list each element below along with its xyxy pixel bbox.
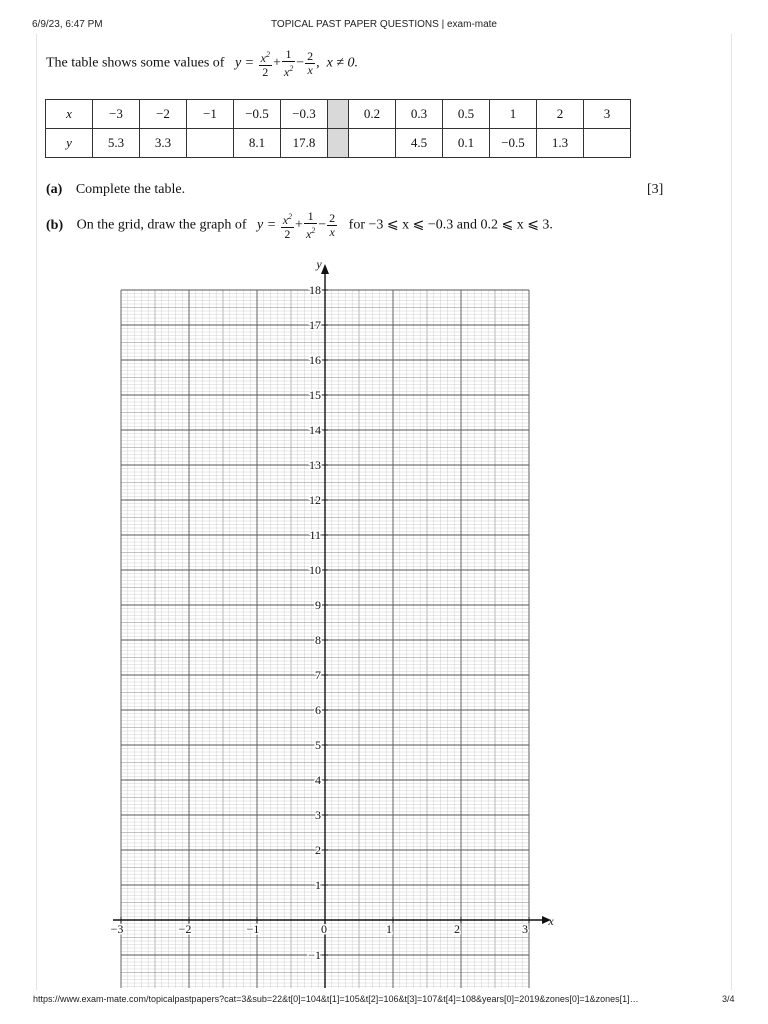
fraction-x2-over-2: $\frac{x^2}{2}$ — [260, 50, 270, 79]
print-date: 6/9/23, 6:47 PM — [32, 19, 103, 30]
table-header-x: x — [46, 100, 93, 129]
y-tick-label: 14 — [309, 423, 321, 437]
table-cell: 0.2 — [349, 100, 396, 129]
table-cell: −0.5 — [234, 100, 281, 129]
fraction-2-over-x: $\frac{2}{x}$ — [307, 49, 314, 77]
part-b-domain: for −3 ⩽ x ⩽ −0.3 and 0.2 ⩽ x ⩽ 3. — [348, 217, 553, 233]
y-tick-label: 1 — [315, 878, 321, 892]
x-tick-label: −2 — [178, 922, 192, 936]
x-tick-label: −3 — [110, 922, 124, 936]
y-tick-label: −1 — [308, 948, 321, 962]
part-b: (b) On the grid, draw the graph of y = $\frac{x^2}{2}$ + $\frac{1}{x^2}$ − $\frac{2}{x}$ for −3 ⩽ x ⩽ −0.3 and 0.2 ⩽ x ⩽ 3. — [46, 209, 553, 241]
table-cell: 0.1 — [443, 129, 490, 158]
y-tick-label: 16 — [309, 353, 321, 367]
x-tick-label: 2 — [454, 922, 460, 936]
table-cell: −3 — [93, 100, 140, 129]
fraction-x2-over-2: $\frac{x^2}{2}$ — [282, 212, 293, 241]
table-cell: 5.3 — [93, 129, 140, 158]
y-tick-label: 12 — [309, 493, 321, 507]
table-cell: 1.3 — [537, 129, 584, 158]
table-cell: 3.3 — [140, 129, 187, 158]
y-tick-label: 4 — [315, 773, 321, 787]
y-tick-label: 6 — [315, 703, 321, 717]
page-title: TOPICAL PAST PAPER QUESTIONS | exam-mate — [271, 19, 497, 30]
y-axis-label: y — [316, 257, 322, 271]
y-axis-arrow-icon — [321, 264, 329, 274]
table-cell: 0.3 — [396, 100, 443, 129]
y-tick-label: 2 — [315, 843, 321, 857]
table-cell: 2 — [537, 100, 584, 129]
x-tick-label: 0 — [321, 922, 327, 936]
domain-condition: x ≠ 0. — [326, 55, 359, 71]
y-tick-label: 15 — [309, 388, 321, 402]
y-tick-label: 18 — [309, 283, 321, 297]
x-axis-label: x — [548, 914, 554, 928]
fraction-1-over-x2: $\frac{1}{x^2}$ — [283, 47, 294, 79]
y-tick-label: 5 — [315, 738, 321, 752]
question-intro: The table shows some values of y = $\frac{x^2}{2}$ + $\frac{1}{x^2}$ − $\frac{2}{x}$ , x ≠ 0. — [46, 47, 359, 79]
table-cell: 0.5 — [443, 100, 490, 129]
y-tick-label: 7 — [315, 668, 321, 682]
y-tick-label: 11 — [309, 528, 321, 542]
y-tick-label: 3 — [315, 808, 321, 822]
x-tick-label: 3 — [522, 922, 528, 936]
table-cell: 8.1 — [234, 129, 281, 158]
table-cell: 4.5 — [396, 129, 443, 158]
y-tick-label: 17 — [309, 318, 321, 332]
fraction-2-over-x: $\frac{2}{x}$ — [329, 211, 336, 239]
table-cell: 17.8 — [281, 129, 328, 158]
table-cell: 1 — [490, 100, 537, 129]
browser-print-footer — [0, 992, 768, 1012]
eq-lhs: y = — [234, 55, 255, 71]
table-cell: −1 — [187, 100, 234, 129]
page-number: 3/4 — [722, 994, 735, 1004]
y-tick-label: 13 — [309, 458, 321, 472]
part-b-label: (b) — [46, 217, 64, 233]
intro-text: The table shows some values of — [46, 55, 225, 71]
part-b-text: On the grid, draw the graph of — [76, 217, 247, 233]
y-tick-label: 9 — [315, 598, 321, 612]
x-tick-label: −1 — [246, 922, 260, 936]
x-tick-label: 1 — [386, 922, 392, 936]
table-cell: −0.3 — [281, 100, 328, 129]
part-a-text: Complete the table. — [75, 182, 186, 197]
y-tick-label: 8 — [315, 633, 321, 647]
table-header-y: y — [46, 129, 93, 158]
table-cell: 3 — [584, 100, 631, 129]
fraction-1-over-x2: $\frac{1}{x^2}$ — [305, 209, 316, 241]
table-cell: −2 — [140, 100, 187, 129]
table-cell: −0.5 — [490, 129, 537, 158]
tick-labels — [111, 257, 555, 962]
part-a-label: (a) — [46, 182, 63, 197]
page-url: https://www.exam-mate.com/topicalpastpapers?cat=3&sub=22&t[0]=104&t[1]=105&t[2]=106&t[3]=107&t[4]=108&years[0]=2019&zones[0]=1&zones[1]… — [33, 994, 639, 1004]
part-a-marks: [3] — [647, 182, 664, 197]
y-tick-label: 10 — [309, 563, 321, 577]
